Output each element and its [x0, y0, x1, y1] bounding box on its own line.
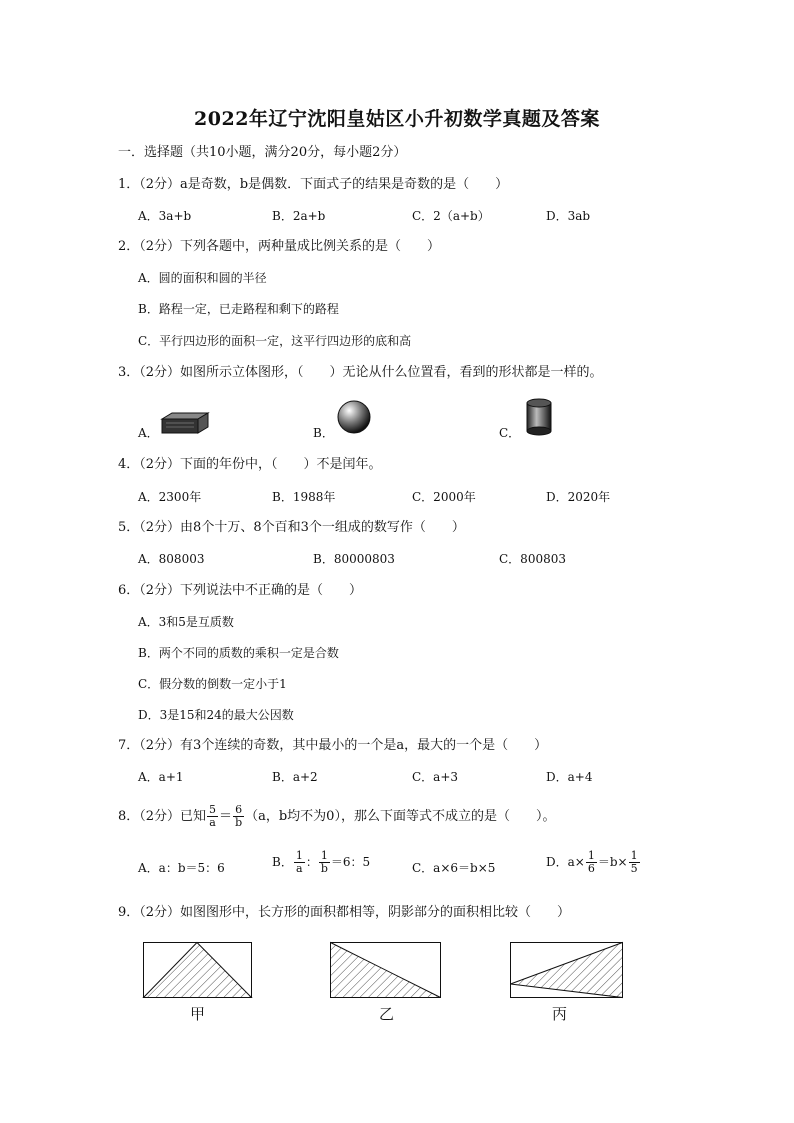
- question-7-stem: 7．（2分）有3个连续的奇数，其中最小的一个是a，最大的一个是（ ）: [118, 738, 548, 753]
- cylinder-icon: [525, 398, 553, 436]
- q6-option-b[interactable]: B．两个不同的质数的乘积一定是合数: [138, 646, 339, 660]
- figure-yi-rectangle: [330, 942, 442, 998]
- question-9-stem: 9．（2分）如图图形中，长方形的面积都相等，阴影部分的面积相比较（ ）: [118, 905, 571, 920]
- figure-label-yi: 乙: [379, 1005, 395, 1023]
- q5-option-c[interactable]: C．800803: [499, 552, 566, 566]
- figure-jia-rectangle: [143, 942, 253, 998]
- q8-fraction-6-over-b: $\frac{6}{b}$: [235, 803, 243, 829]
- q4-option-c[interactable]: C．2000年: [412, 490, 476, 504]
- q1-option-b[interactable]: B．2a+b: [272, 209, 326, 223]
- q6-option-d[interactable]: D．3是15和24的最大公因数: [138, 708, 294, 722]
- question-2-stem: 2．（2分）下列各题中，两种量成比例关系的是（ ）: [118, 239, 441, 254]
- q8-fraction-5-over-a: $\frac{5}{a}$: [209, 803, 217, 829]
- q8-equals: ＝: [219, 809, 233, 824]
- q8-option-b[interactable]: B． $\frac{1}{a}$ ： $\frac{1}{b}$ ＝6：5: [272, 849, 371, 875]
- q4-option-a[interactable]: A．2300年: [138, 490, 202, 504]
- figure-label-bing: 丙: [552, 1005, 568, 1023]
- q8-option-d[interactable]: D．a× $\frac{1}{6}$ ＝b× $\frac{1}{5}$: [546, 849, 638, 875]
- q2-option-c[interactable]: C．平行四边形的面积一定，这平行四边形的底和高: [138, 334, 412, 348]
- q2-option-b[interactable]: B．路程一定，已走路程和剩下的路程: [138, 302, 339, 316]
- page-title: 2022年辽宁沈阳皇姑区小升初数学真题及答案: [194, 108, 600, 130]
- q4-option-b[interactable]: B．1988年: [272, 490, 336, 504]
- sphere-icon: [337, 400, 371, 434]
- q2-option-a[interactable]: A．圆的面积和圆的半径: [138, 271, 267, 285]
- question-6-stem: 6．（2分）下列说法中不正确的是（ ）: [118, 583, 363, 598]
- question-8-stem: [118, 804, 555, 829]
- question-1-stem: 1．（2分）a是奇数，b是偶数．下面式子的结果是奇数的是（ ）: [118, 177, 509, 192]
- q1-option-a[interactable]: A．3a+b: [138, 209, 192, 223]
- figure-bing-rectangle: [510, 942, 624, 998]
- q7-option-b[interactable]: B．a+2: [272, 770, 318, 784]
- q4-option-d[interactable]: D．2020年: [546, 490, 611, 504]
- q8d-fraction-1-over-6: $\frac{1}{6}$: [587, 849, 595, 875]
- question-3-stem: 3．（2分）如图所示立体图形，（ ）无论从什么位置看，看到的形状都是一样的。: [118, 365, 603, 380]
- q7-option-c[interactable]: C．a+3: [412, 770, 459, 784]
- q8-stem-suffix: （a，b均不为0），那么下面等式不成立的是（ ）。: [245, 809, 556, 824]
- q8b-fraction-1-over-b: $\frac{1}{b}$: [320, 849, 328, 875]
- q8-option-c[interactable]: C．a×6＝b×5: [412, 861, 496, 875]
- q6-option-a[interactable]: A．3和5是互质数: [138, 615, 234, 629]
- cuboid-icon: [160, 411, 210, 435]
- q6-option-c[interactable]: C．假分数的倒数一定小于1: [138, 677, 287, 691]
- question-4-stem: 4．（2分）下面的年份中，（ ）不是闰年。: [118, 457, 382, 472]
- q8d-fraction-1-over-5: $\frac{1}{5}$: [630, 849, 638, 875]
- q5-option-b[interactable]: B．80000803: [313, 552, 395, 566]
- q8b-fraction-1-over-a: $\frac{1}{a}$: [295, 849, 303, 875]
- q3-option-a[interactable]: A．: [138, 426, 159, 440]
- q3-option-c[interactable]: C．: [499, 426, 521, 440]
- q8-option-a[interactable]: A．a：b＝5：6: [138, 861, 225, 875]
- q3-option-b[interactable]: B．: [313, 426, 334, 440]
- figure-label-jia: 甲: [190, 1005, 206, 1023]
- q1-option-d[interactable]: D．3ab: [546, 209, 591, 223]
- q8-stem-prefix: 8．（2分）已知: [118, 809, 207, 824]
- section-heading: 一．选择题（共10小题，满分20分，每小题2分）: [118, 145, 407, 160]
- question-5-stem: 5．（2分）由8个十万、8个百和3个一组成的数写作（ ）: [118, 520, 465, 535]
- q7-option-d[interactable]: D．a+4: [546, 770, 593, 784]
- q1-option-c[interactable]: C．2（a+b）: [412, 209, 490, 223]
- q7-option-a[interactable]: A．a+1: [138, 770, 184, 784]
- q5-option-a[interactable]: A．808003: [138, 552, 205, 566]
